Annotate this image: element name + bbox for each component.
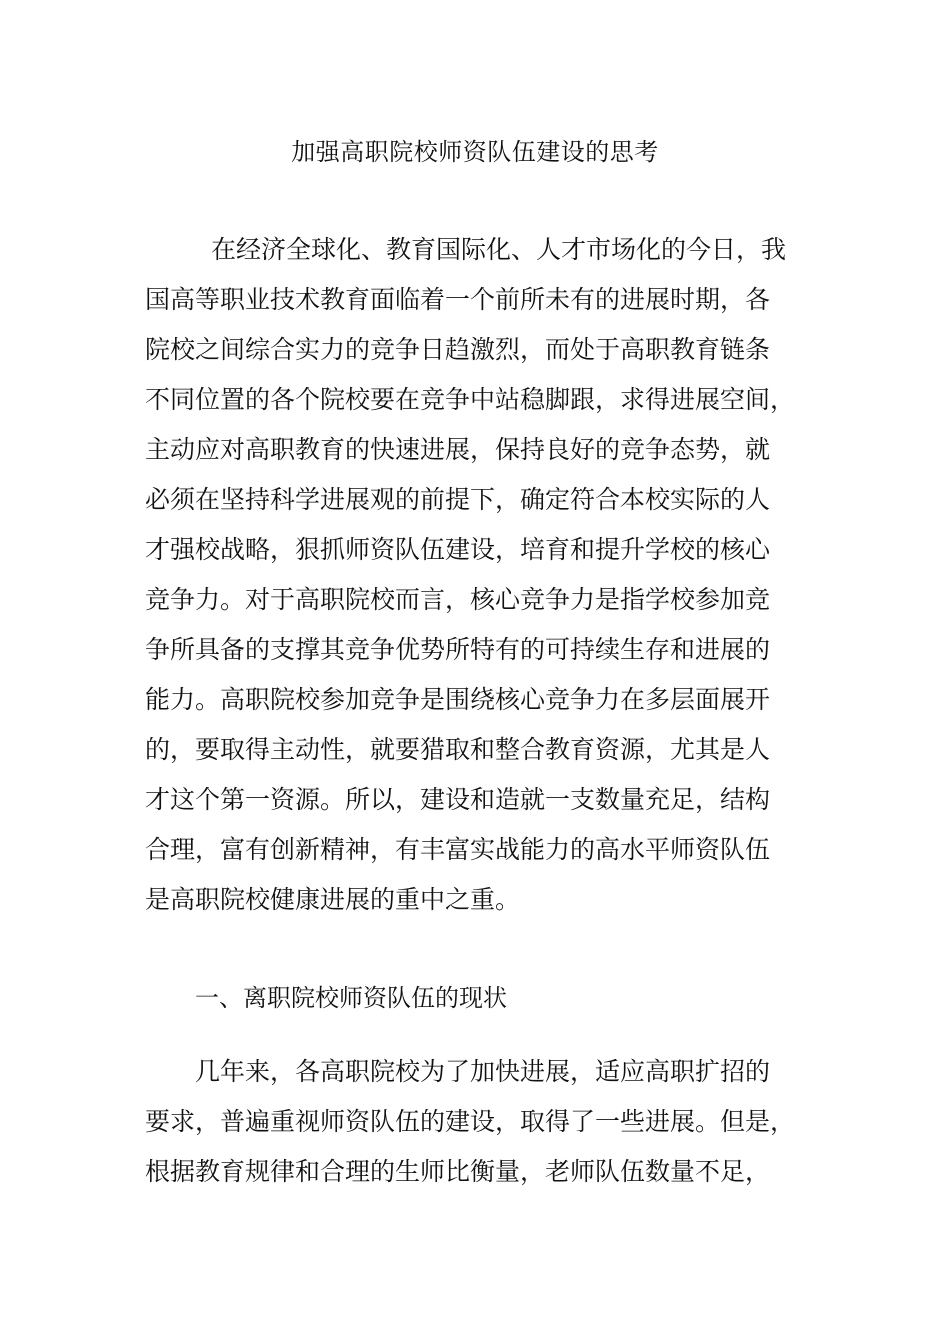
paragraph-line: 要求，普遍重视师资队伍的建设，取得了一些进展。但是， [145,1107,796,1136]
section-paragraph [145,1047,815,1197]
paragraph-line: 竞争力。对于高职院校而言，核心竞争力是指学校参加竞 [145,585,771,614]
intro-paragraph [145,225,815,925]
paragraph-line: 院校之间综合实力的竞争日趋激烈，而处于高职教育链条 [145,335,771,364]
paragraph-line: 争所具备的支撑其竞争优势所特有的可持续生存和进展的 [145,635,771,664]
paragraph-line: 必须在坚持科学进展观的前提下，确定符合本校实际的人 [145,485,771,514]
paragraph-line: 主动应对高职教育的快速进展，保持良好的竞争态势，就 [145,435,771,464]
paragraph-line: 国高等职业技术教育面临着一个前所未有的进展时期，各 [145,285,771,314]
paragraph-line: 才强校战略，狠抓师资队伍建设，培育和提升学校的核心 [145,535,771,564]
paragraph-line: 能力。高职院校参加竞争是围绕核心竞争力在多层面展开 [145,685,771,714]
paragraph-line: 不同位置的各个院校要在竞争中站稳脚跟，求得进展空间， [145,385,796,414]
paragraph-line: 是高职院校健康进展的重中之重。 [145,885,521,914]
document-title: 加强高职院校师资队伍建设的思考 [291,138,659,166]
paragraph-line: 几年来，各高职院校为了加快进展，适应高职扩招的 [195,1057,771,1086]
paragraph-line: 在经济全球化、教育国际化、人才市场化的今日，我 [211,235,787,264]
section-heading: 一、离职院校师资队伍的现状 [195,984,507,1012]
paragraph-line: 合理，富有创新精神，有丰富实战能力的高水平师资队伍 [145,835,771,864]
paragraph-line: 的，要取得主动性，就要猎取和整合教育资源，尤其是人 [145,735,771,764]
paragraph-line: 根据教育规律和合理的生师比衡量，老师队伍数量不足， [145,1157,771,1186]
paragraph-line: 才这个第一资源。所以，建设和造就一支数量充足，结构 [145,785,771,814]
